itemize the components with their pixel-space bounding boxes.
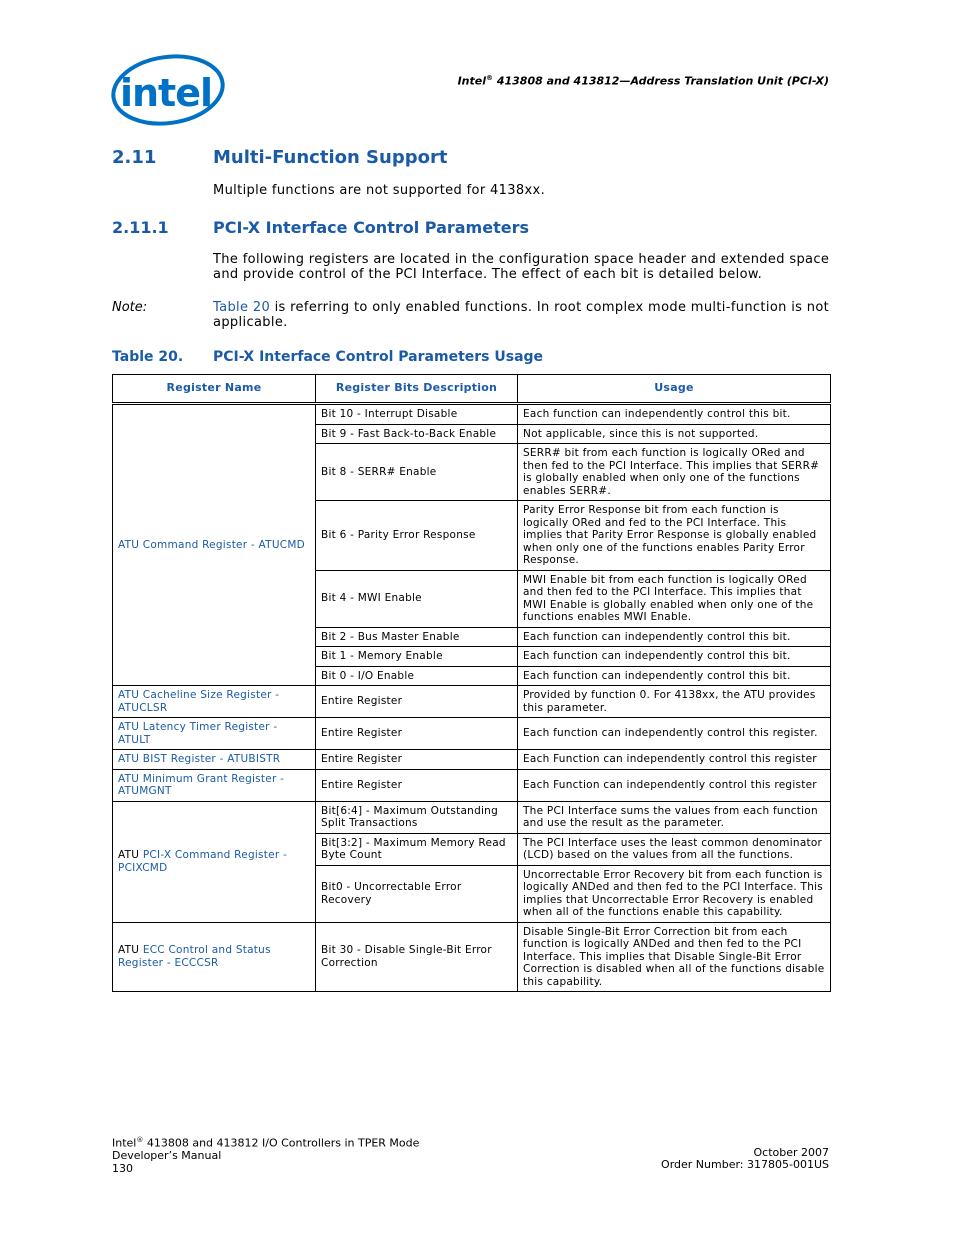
usage-cell: Each function can independently control this bit. xyxy=(518,627,831,647)
note-label: Note: xyxy=(112,300,148,315)
table-20-link[interactable]: Table 20 xyxy=(213,300,271,315)
bits-description-cell: Bit 2 - Bus Master Enable xyxy=(316,627,518,647)
usage-cell: The PCI Interface sums the values from each function and use the result as the parameter. xyxy=(518,801,831,833)
usage-cell: The PCI Interface uses the least common denominator (LCD) based on the values from all the functions. xyxy=(518,833,831,865)
usage-cell: Uncorrectable Error Recovery bit from each function is logically ANDed and then fed to the PCI Interface. This implies that Uncorrectable Error Recovery is enabled when all of the functions enable this capability. xyxy=(518,865,831,922)
table-caption: Table 20. PCI-X Interface Control Parameters Usage xyxy=(112,349,544,365)
bits-description-cell: Entire Register xyxy=(316,750,518,770)
subsection-number: 2.11.1 xyxy=(112,218,169,237)
page-number: 130 xyxy=(112,1161,133,1175)
usage-cell: Parity Error Response bit from each function is logically ORed and fed to the PCI Interface. This implies that Parity Error Response is globally enabled when only one of the functions enables Parity Error Response. xyxy=(518,501,831,571)
note-body: Table 20 is referring to only enabled functions. In root complex mode multi-function is not applicable. xyxy=(213,300,830,330)
table-row xyxy=(113,769,831,801)
running-head: Intel® 413808 and 413812—Address Translation Unit (PCI-X) xyxy=(457,74,829,88)
usage-cell: Each Function can independently control this register xyxy=(518,750,831,770)
footer-left: Intel® 413808 and 413812 I/O Controllers in TPER Mode Developer’s Manual 130 xyxy=(112,1136,420,1175)
section-heading-2-11 xyxy=(112,147,447,168)
usage-cell: Each function can independently control this bit. xyxy=(518,666,831,686)
table-row xyxy=(113,801,831,833)
parameters-table xyxy=(112,374,831,992)
table-row xyxy=(113,718,831,750)
col-header-register-name: Register Name xyxy=(113,375,316,404)
usage-cell: Each function can independently control this bit. xyxy=(518,647,831,667)
table-row xyxy=(113,922,831,992)
usage-cell: Each Function can independently control this register xyxy=(518,769,831,801)
usage-cell: MWI Enable bit from each function is logically ORed and then fed to the PCI Interface. This implies that MWI Enable is globally enabled when only one of the functions enables MWI Enable. xyxy=(518,570,831,627)
section-title: Multi-Function Support xyxy=(213,147,448,168)
bits-description-cell: Bit[6:4] - Maximum Outstanding Split Transactions xyxy=(316,801,518,833)
register-link[interactable]: ATU Command Register - ATUCMD xyxy=(118,538,305,551)
register-link[interactable]: ATU Cacheline Size Register - ATUCLSR xyxy=(118,689,280,714)
subsection-title: PCI-X Interface Control Parameters xyxy=(213,218,529,237)
usage-cell: Each function can independently control this bit. xyxy=(518,404,831,425)
bits-description-cell: Bit 6 - Parity Error Response xyxy=(316,501,518,571)
order-number: Order Number: 317805-001US xyxy=(661,1158,829,1171)
usage-cell: Each function can independently control this register. xyxy=(518,718,831,750)
intel-logo xyxy=(108,50,226,130)
section-heading-2-11-1 xyxy=(112,218,529,237)
bits-description-cell: Bit 0 - I/O Enable xyxy=(316,666,518,686)
section-number: 2.11 xyxy=(112,147,157,168)
bits-description-cell: Entire Register xyxy=(316,718,518,750)
register-name-cell xyxy=(113,686,316,718)
bits-description-cell: Bit 30 - Disable Single-Bit Error Correction xyxy=(316,922,518,992)
bits-description-cell: Bit0 - Uncorrectable Error Recovery xyxy=(316,865,518,922)
table-header-row xyxy=(113,375,831,404)
bits-description-cell: Bit 10 - Interrupt Disable xyxy=(316,404,518,425)
table-row xyxy=(113,686,831,718)
subsection-body: The following registers are located in the configuration space header and extended space and provide control of the PCI Interface. The effect of each bit is detailed below. xyxy=(213,252,830,282)
register-name-cell xyxy=(113,404,316,686)
bits-description-cell: Bit 4 - MWI Enable xyxy=(316,570,518,627)
register-link[interactable]: ATU BIST Register - ATUBISTR xyxy=(118,753,281,765)
register-link[interactable]: ATU Minimum Grant Register - ATUMGNT xyxy=(118,772,285,797)
table-row xyxy=(113,750,831,770)
bits-description-cell: Bit 8 - SERR# Enable xyxy=(316,444,518,501)
register-name-cell: ATU ECC Control and Status Register - ECCCSR xyxy=(113,922,316,992)
bits-description-cell: Entire Register xyxy=(316,769,518,801)
bits-description-cell: Bit 9 - Fast Back-to-Back Enable xyxy=(316,424,518,444)
register-link[interactable]: ATU Latency Timer Register - ATULT xyxy=(118,721,278,746)
section-body: Multiple functions are not supported for 4138xx. xyxy=(213,183,546,198)
register-name-cell: ATU PCI-X Command Register - PCIXCMD xyxy=(113,801,316,922)
register-name-cell xyxy=(113,750,316,770)
usage-cell: SERR# bit from each function is logically ORed and then fed to the PCI Interface. This implies that SERR# is globally enabled when only one of the functions enables SERR#. xyxy=(518,444,831,501)
register-link[interactable]: ECC Control and Status Register - ECCCSR xyxy=(118,944,271,969)
usage-cell: Disable Single-Bit Error Correction bit from each function is logically ANDed and then fed to the PCI Interface. This implies that Disable Single-Bit Error Correction is disabled when all of the functions disable this capability. xyxy=(518,922,831,992)
usage-cell: Not applicable, since this is not supported. xyxy=(518,424,831,444)
col-header-usage: Usage xyxy=(518,375,831,404)
usage-cell: Provided by function 0. For 4138xx, the ATU provides this parameter. xyxy=(518,686,831,718)
bits-description-cell: Bit 1 - Memory Enable xyxy=(316,647,518,667)
table-row xyxy=(113,404,831,425)
register-name-cell xyxy=(113,718,316,750)
col-header-bits-description: Register Bits Description xyxy=(316,375,518,404)
svg-text:intel: intel xyxy=(119,71,213,115)
register-link[interactable]: PCI-X Command Register - PCIXCMD xyxy=(118,849,288,874)
bits-description-cell: Bit[3:2] - Maximum Memory Read Byte Count xyxy=(316,833,518,865)
footer-date: October 2007 xyxy=(753,1145,829,1159)
footer-right xyxy=(661,1134,829,1172)
bits-description-cell: Entire Register xyxy=(316,686,518,718)
register-name-cell xyxy=(113,769,316,801)
